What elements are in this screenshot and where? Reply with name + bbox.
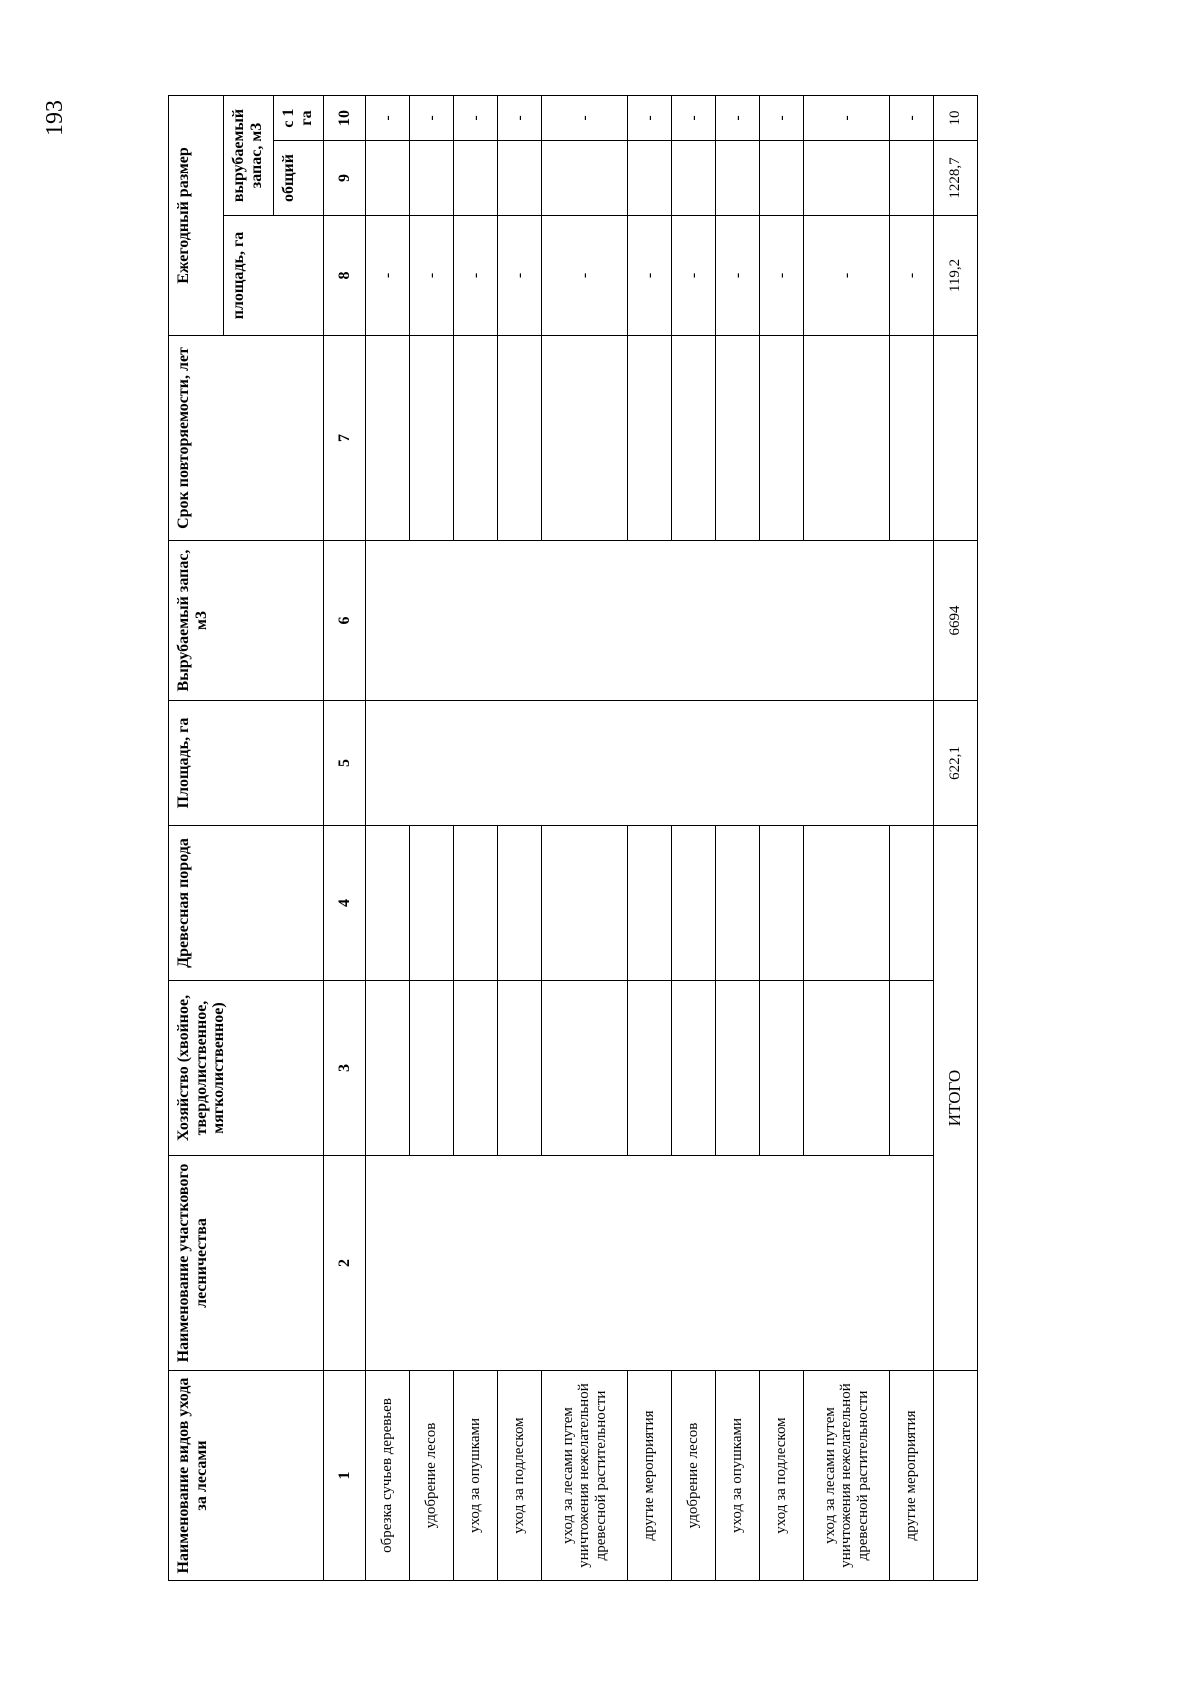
annual-area-cell: - [889,216,933,336]
annual-area-cell: - [715,216,759,336]
header-repeat-period: Срок повторяемости, лет [169,336,324,541]
annual-per-ha-cell: - [759,96,803,141]
annual-total-cell [803,141,889,216]
total-annual-area-cell: 119,2 [933,216,977,336]
repeat-cell [498,336,542,541]
total-label: ИТОГО [933,826,977,1371]
care-type-cell: уход за подлеском [498,1371,542,1581]
economy-cell [627,981,671,1156]
annual-total-cell [889,141,933,216]
total-repeat-cell [933,336,977,541]
table-wrapper [168,96,978,1581]
annual-per-ha-cell: - [410,96,454,141]
header-annual-per-ha: с 1 га [274,96,324,141]
total-annual-per-ha-cell: 10 [933,96,977,141]
annual-total-cell [715,141,759,216]
economy-cell [759,981,803,1156]
header-area: Площадь, га [169,701,324,826]
column-number: 6 [324,541,366,701]
header-forestry: Наименование участкового лесничества [169,1156,324,1371]
total-volume-cell: 6694 [933,541,977,701]
annual-per-ha-cell: - [542,96,628,141]
species-cell [627,826,671,981]
header-annual-total: общий [274,141,324,216]
column-number-row [324,96,366,1581]
total-annual-total-cell: 1228,7 [933,141,977,216]
column-number: 4 [324,826,366,981]
care-type-cell: удобрение лесов [410,1371,454,1581]
economy-cell [498,981,542,1156]
annual-per-ha-cell: - [889,96,933,141]
repeat-cell [803,336,889,541]
annual-area-cell: - [542,216,628,336]
repeat-cell [889,336,933,541]
annual-total-cell [454,141,498,216]
column-number: 8 [324,216,366,336]
repeat-cell [454,336,498,541]
annual-per-ha-cell: - [627,96,671,141]
economy-cell [410,981,454,1156]
column-number: 2 [324,1156,366,1371]
care-type-cell: обрезка сучьев деревьев [366,1371,410,1581]
species-cell [454,826,498,981]
annual-per-ha-cell: - [498,96,542,141]
page-number: 193 [42,100,68,136]
forest-care-table [168,95,978,1581]
species-cell [366,826,410,981]
header-species: Древесная порода [169,826,324,981]
care-type-cell: уход за лесами путем уничтожения нежелательной древесной растительности [542,1371,628,1581]
rotated-table-container [168,96,978,1581]
annual-area-cell: - [671,216,715,336]
column-number: 7 [324,336,366,541]
care-type-cell: уход за подлеском [759,1371,803,1581]
economy-cell [542,981,628,1156]
economy-cell [889,981,933,1156]
annual-area-cell: - [410,216,454,336]
annual-area-cell: - [803,216,889,336]
economy-cell [671,981,715,1156]
care-type-cell: другие мероприятия [889,1371,933,1581]
species-cell [671,826,715,981]
repeat-cell [542,336,628,541]
annual-total-cell [542,141,628,216]
repeat-cell [627,336,671,541]
total-row [933,96,977,1581]
species-cell [542,826,628,981]
header-annual-area: площадь, га [224,216,324,336]
annual-area-cell: - [498,216,542,336]
repeat-cell [671,336,715,541]
species-cell [889,826,933,981]
economy-cell [715,981,759,1156]
annual-per-ha-cell: - [715,96,759,141]
header-economy: Хозяйство (хвойное, твердолиственное, мягколиственное) [169,981,324,1156]
care-type-cell: уход за опушками [715,1371,759,1581]
economy-cell [803,981,889,1156]
annual-area-cell: - [759,216,803,336]
annual-total-cell [671,141,715,216]
forestry-cell [366,1156,934,1371]
column-number: 10 [324,96,366,141]
annual-total-cell [759,141,803,216]
species-cell [759,826,803,981]
volume-cell [366,541,934,701]
annual-total-cell [627,141,671,216]
annual-area-cell: - [366,216,410,336]
species-cell [498,826,542,981]
care-type-cell: удобрение лесов [671,1371,715,1581]
header-volume: Вырубаемый запас, м3 [169,541,324,701]
column-number: 1 [324,1371,366,1581]
area-cell [366,701,934,826]
repeat-cell [759,336,803,541]
column-number: 9 [324,141,366,216]
annual-total-cell [498,141,542,216]
care-type-cell: другие мероприятия [627,1371,671,1581]
table-row [366,96,410,1581]
annual-per-ha-cell: - [454,96,498,141]
annual-area-cell: - [627,216,671,336]
total-area-cell: 622,1 [933,701,977,826]
annual-per-ha-cell: - [803,96,889,141]
annual-per-ha-cell: - [671,96,715,141]
economy-cell [454,981,498,1156]
total-empty-cell [933,1371,977,1581]
repeat-cell [715,336,759,541]
column-number: 5 [324,701,366,826]
annual-per-ha-cell: - [366,96,410,141]
care-type-cell: уход за лесами путем уничтожения нежелательной древесной растительности [803,1371,889,1581]
repeat-cell [366,336,410,541]
care-type-cell: уход за опушками [454,1371,498,1581]
repeat-cell [410,336,454,541]
species-cell [803,826,889,981]
species-cell [715,826,759,981]
column-number: 3 [324,981,366,1156]
economy-cell [366,981,410,1156]
header-annual-volume: вырубаемый запас, м3 [224,96,274,216]
header-care-type: Наименование видов ухода за лесами [169,1371,324,1581]
header-annual-size: Ежегодный размер [169,96,224,336]
annual-total-cell [410,141,454,216]
annual-area-cell: - [454,216,498,336]
annual-total-cell [366,141,410,216]
species-cell [410,826,454,981]
